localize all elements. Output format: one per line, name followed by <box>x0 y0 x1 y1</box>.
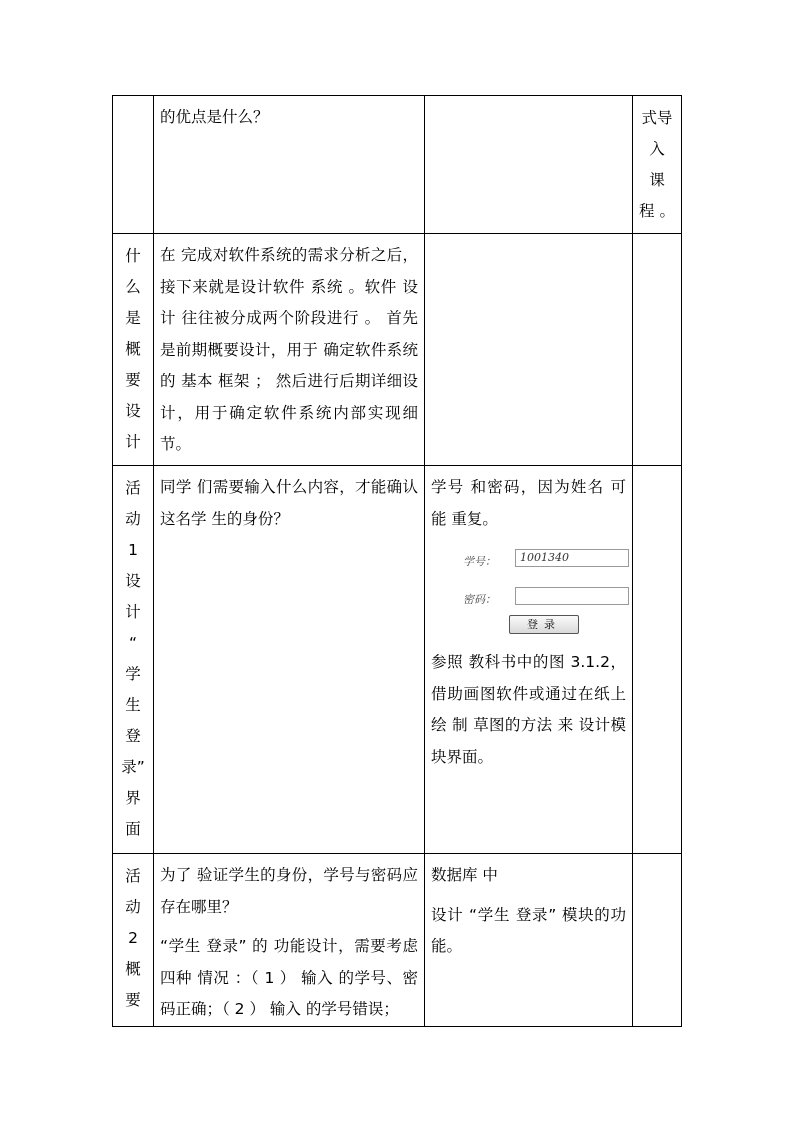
login-button[interactable]: 登录 <box>509 615 579 634</box>
label-char: 是 <box>125 309 141 327</box>
content-cell <box>154 234 425 466</box>
notes-cell <box>633 234 682 466</box>
label-char: 学 <box>125 665 141 683</box>
label-char: “ <box>128 634 138 652</box>
content-text: “学生 登录” 的 功能设计，需要考虑四种 情况 ：（ 1 ） 输入 的学号、密码正确；（ 2 ） 输入 的学号错误； <box>160 937 418 1018</box>
stage-label-cell <box>113 854 154 1027</box>
label-char: 什 <box>125 247 141 265</box>
label-char: 界 <box>125 789 141 807</box>
label-char: 面 <box>125 820 141 838</box>
label-char: 登 <box>125 727 141 745</box>
content-cell <box>154 96 425 234</box>
label-char: 设 <box>125 402 141 420</box>
label-char: 概 <box>125 960 141 978</box>
label-char: 计 <box>125 603 141 621</box>
content-text: 为了 验证学生的身份，学号与密码应存在哪里？ <box>160 866 418 916</box>
content-cell <box>154 466 425 854</box>
content-text: 同学 们需要输入什么内容，才能确认这名学 生的身份？ <box>160 478 418 528</box>
student-id-field[interactable]: 1001340 <box>515 549 629 567</box>
answer-cell <box>425 466 633 854</box>
answer-text: 数据库 中 <box>431 866 498 884</box>
table-row <box>113 234 682 466</box>
label-char: 计 <box>125 433 141 451</box>
label-char: 1 <box>128 541 138 559</box>
password-field[interactable] <box>515 587 629 605</box>
label-char: 录” <box>121 758 145 776</box>
label-char: 生 <box>125 696 141 714</box>
stage-label-cell <box>113 466 154 854</box>
label-char: 动 <box>125 898 141 916</box>
notes-char: 程 。 <box>639 202 675 220</box>
label-char: 要 <box>125 991 141 1009</box>
label-char: 活 <box>125 867 141 885</box>
table-row <box>113 96 682 234</box>
content-cell <box>154 854 425 1027</box>
notes-char: 课 <box>649 171 665 189</box>
answer-text: 设计 “学生 登录” 模块的功能。 <box>431 905 626 955</box>
label-char: 动 <box>125 510 141 528</box>
label-char: 设 <box>125 572 141 590</box>
notes-char: 入 <box>649 140 665 158</box>
notes-char: 式导 <box>641 109 673 127</box>
label-char: 活 <box>125 479 141 497</box>
lesson-plan-table <box>112 95 682 1027</box>
answer-cell <box>425 96 633 234</box>
answer-text: 学号 和密码，因为姓名 可能 重复。 <box>431 478 626 528</box>
answer-text: 参照 教科书中的图 3.1.2，借助画图软件或通过在纸上绘 制 草图的方法 来 设计模块界面。 <box>431 653 626 766</box>
table-row <box>113 466 682 854</box>
stage-label-cell <box>113 234 154 466</box>
label-char: 2 <box>128 929 138 947</box>
student-id-label: 学号： <box>463 555 496 568</box>
login-form-mockup <box>425 535 632 647</box>
notes-cell <box>633 854 682 1027</box>
password-label: 密码： <box>463 593 496 606</box>
label-char: 概 <box>125 340 141 358</box>
label-char: 么 <box>125 278 141 296</box>
answer-cell <box>425 234 633 466</box>
answer-cell <box>425 854 633 1027</box>
notes-cell <box>633 96 682 234</box>
label-char: 要 <box>125 371 141 389</box>
stage-label-cell <box>113 96 154 234</box>
content-text: 在 完成对软件系统的需求分析之后，接下来就是设计软件 系统 。软件 设计 往往被分成两个阶段进行 。 首先是前期概要设计，用于 确定软件系统的 基本 框架 ； 然后进行后期详细设计，用于确定软件系统内部实现细节。 <box>160 246 418 453</box>
content-text: 的优点是什么？ <box>160 108 269 126</box>
table-row <box>113 854 682 1027</box>
notes-cell <box>633 466 682 854</box>
